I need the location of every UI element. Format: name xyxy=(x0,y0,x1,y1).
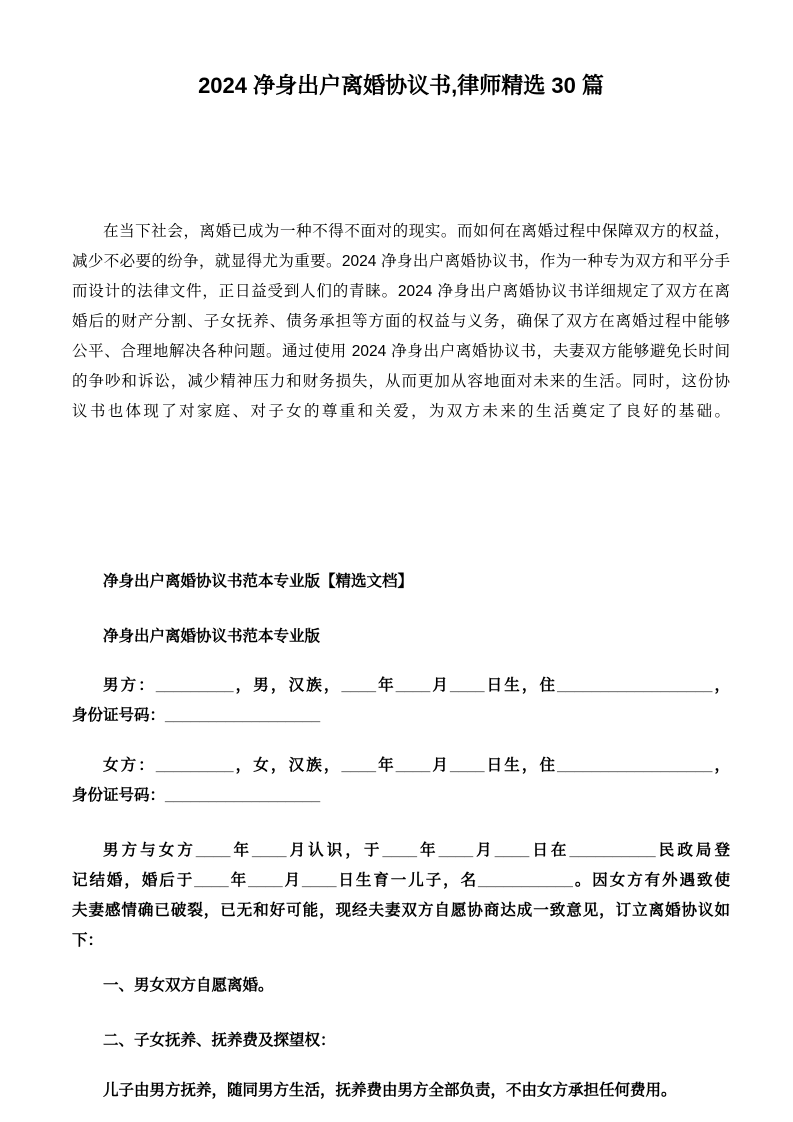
text-line: 在当下社会，离婚已成为一种不得不面对的现实。而如何在离婚过程中保障双方的权益， xyxy=(103,223,730,240)
heading-sub-version xyxy=(72,622,730,652)
text-line: 净身出户离婚协议书范本专业版【精选文档】 xyxy=(103,573,414,590)
text-line: 议书也体现了对家庭、对子女的尊重和关爱，为双方未来的生活奠定了良好的基础。 xyxy=(72,403,730,420)
text-line: 女方：_________，女，汉族，____年____月____日生，住__________________， xyxy=(103,757,730,774)
text-line: 一、男女双方自愿离婚。 xyxy=(103,977,274,994)
text-line: 身份证号码：__________________ xyxy=(72,707,321,724)
text-line: 的争吵和诉讼，减少精神压力和财务损失，从而更加从容地面对未来的生活。同时，这份协 xyxy=(72,373,730,390)
text-line: 而设计的法律文件，正日益受到人们的青睐。2024 净身出户离婚协议书详细规定了双方在离 xyxy=(72,283,730,300)
intro-paragraph xyxy=(72,217,730,427)
document-title: 2024 净身出户离婚协议书,律师精选 30 篇 xyxy=(198,73,604,98)
text-line: 男方与女方____年____月认识，于____年____月____日在__________民政局登 xyxy=(103,842,730,859)
clause-two xyxy=(72,1026,730,1056)
text-line: 下： xyxy=(72,932,104,949)
text-line: 夫妻感情确已破裂，已无和好可能，现经夫妻双方自愿协商达成一致意见，订立离婚协议如 xyxy=(72,902,730,919)
party-female-paragraph xyxy=(72,751,730,811)
text-line: 公平、合理地解决各种问题。通过使用 2024 净身出户离婚协议书，夫妻双方能够避免长时间 xyxy=(72,343,730,360)
text-line: 男方：_________，男，汉族，____年____月____日生，住__________________， xyxy=(103,677,730,694)
text-line: 减少不必要的纷争，就显得尤为重要。2024 净身出户离婚协议书，作为一种专为双方和平分手 xyxy=(72,253,730,270)
text-line: 二、子女抚养、抚养费及探望权： xyxy=(103,1032,336,1049)
text-line: 净身出户离婚协议书范本专业版 xyxy=(103,628,321,645)
text-line: 儿子由男方抚养，随同男方生活，抚养费由男方全部负责，不由女方承担任何费用。 xyxy=(103,1082,677,1099)
text-line: 身份证号码：__________________ xyxy=(72,787,321,804)
clause-one xyxy=(72,971,730,1001)
text-line: 婚后的财产分割、子女抚养、债务承担等方面的权益与义务，确保了双方在离婚过程中能够 xyxy=(72,313,730,330)
heading-full-version xyxy=(72,567,730,597)
marriage-history-paragraph xyxy=(72,836,730,956)
text-line: 记结婚，婚后于____年____月____日生育一儿子，名___________。因女方有外遇致使 xyxy=(72,872,730,889)
party-male-paragraph xyxy=(72,671,730,731)
clause-two-detail xyxy=(72,1076,730,1106)
